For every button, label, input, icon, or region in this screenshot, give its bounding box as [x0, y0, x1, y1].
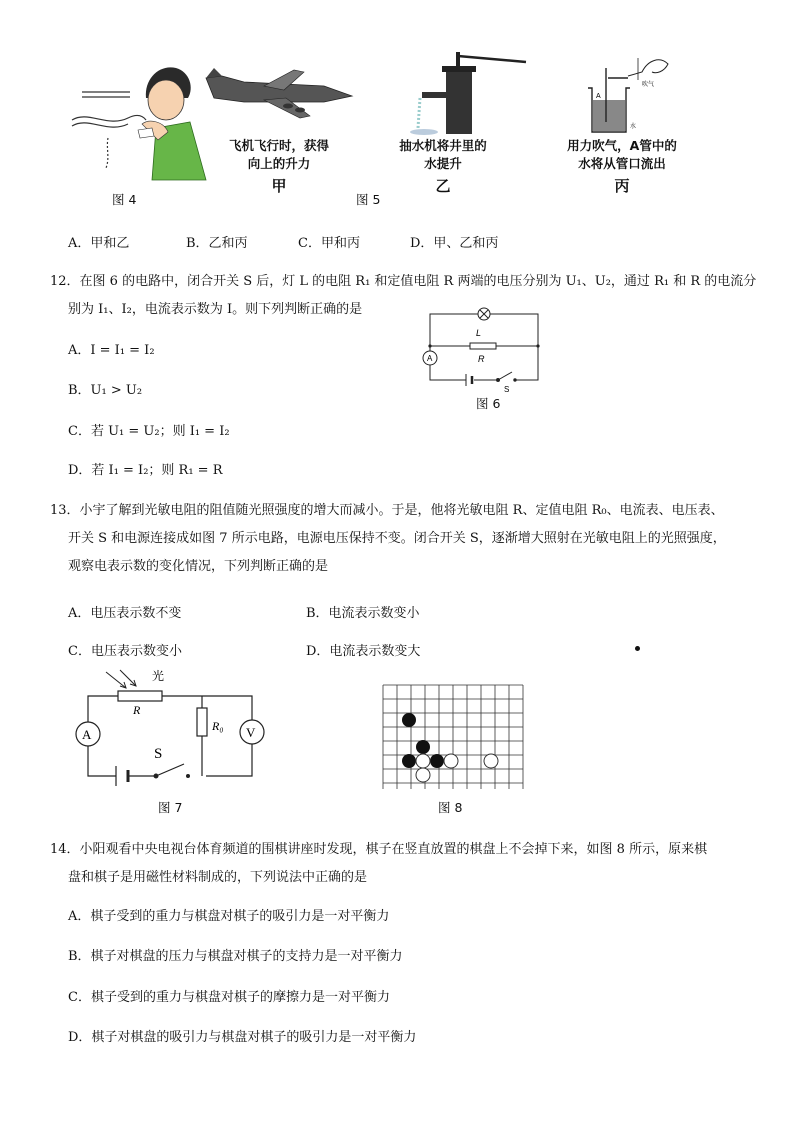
stray-dot [635, 646, 640, 651]
figure-7-label: 图 7 [158, 800, 183, 815]
q12-stem-line1: 12．在图 6 的电路中，闭合开关 S 后，灯 L 的电阻 R₁ 和定值电阻 R 两端的电压分别为 U₁、U₂，通过 R₁ 和 R 的电流分 [50, 274, 757, 289]
figure-8-label: 图 8 [438, 800, 463, 815]
ammeter-label: A [427, 354, 433, 363]
q13-option-c[interactable]: C．电压表示数变小 [68, 644, 182, 659]
yi-caption-line1: 抽水机将井里的 [399, 138, 487, 153]
q11-option-a[interactable]: A．甲和乙 [68, 236, 130, 251]
tube-a-label: A [596, 93, 601, 100]
bing-caption-line2: 水将从管口流出 [578, 156, 666, 171]
light-rays-icon [106, 670, 136, 688]
paper-strip-icon [72, 92, 146, 168]
q14-option-b[interactable]: B．棋子对棋盘的压力与棋盘对棋子的支持力是一对平衡力 [68, 949, 403, 964]
white-stone [444, 754, 458, 768]
figure-7-circuit [66, 666, 270, 796]
q13-option-b[interactable]: B．电流表示数变小 [306, 606, 420, 621]
figure-8-go-board [382, 684, 528, 790]
figure-6-circuit [420, 308, 544, 394]
q13-option-d[interactable]: D．电流表示数变大 [306, 644, 421, 659]
switch-icon [497, 372, 517, 382]
q14-stem-line2: 盘和棋子是用磁性材料制成的，下列说法中正确的是 [68, 870, 368, 885]
figure-4-label: 图 4 [112, 192, 137, 207]
black-stone [430, 754, 444, 768]
q11-option-d[interactable]: D．甲、乙和丙 [410, 236, 499, 251]
photoresistor-label: R [133, 703, 141, 717]
resistor-label: R [478, 354, 485, 364]
figure-5-label: 图 5 [356, 192, 381, 207]
q14-option-d[interactable]: D．棋子对棋盘的吸引力与棋盘对棋子的吸引力是一对平衡力 [68, 1030, 417, 1045]
black-stone [402, 754, 416, 768]
water-pump-icon [410, 52, 526, 135]
go-stones [402, 713, 498, 782]
q12-stem-line2: 别为 I₁、I₂，电流表示数为 I。则下列判断正确的是 [68, 302, 363, 317]
white-stone [416, 768, 430, 782]
photoresistor-icon [118, 691, 162, 701]
beaker-illustration [584, 50, 684, 136]
q13-stem-line3: 观察电表示数的变化情况，下列判断正确的是 [68, 559, 329, 574]
q12-option-d[interactable]: D．若 I₁ = I₂；则 R₁ = R [68, 463, 223, 478]
yi-tag: 乙 [435, 177, 451, 195]
lamp-icon [478, 308, 490, 320]
boy-icon [138, 67, 206, 180]
fixed-resistor-icon [197, 708, 207, 736]
bing-caption-line1: 用力吹气，A管中的 [567, 138, 677, 153]
white-stone [416, 754, 430, 768]
q13-stem-line1: 13．小宇了解到光敏电阻的阻值随光照强度的增大而减小。于是，他将光敏电阻 R、定值电阻 R₀、电流表、电压表、 [50, 503, 724, 518]
go-board-grid [383, 685, 523, 789]
black-stone [402, 713, 416, 727]
q11-option-b[interactable]: B．乙和丙 [186, 236, 248, 251]
water-pump-illustration [400, 48, 530, 138]
q13-stem-line2: 开关 S 和电源连接成如图 7 所示电路，电源电压保持不变。闭合开关 S，逐渐增大照射在光敏电阻上的光照强度， [68, 531, 726, 546]
figure-4-illustration [68, 58, 208, 180]
jia-caption-line1: 飞机飞行时，获得 [228, 138, 329, 153]
q12-option-a[interactable]: A．I = I₁ = I₂ [68, 343, 155, 358]
resistor-r-icon [470, 343, 496, 349]
q14-option-a[interactable]: A．棋子受到的重力与棋盘对棋子的吸引力是一对平衡力 [68, 909, 390, 924]
q14-option-c[interactable]: C．棋子受到的重力与棋盘对棋子的摩擦力是一对平衡力 [68, 990, 390, 1005]
jia-tag: 甲 [271, 177, 287, 195]
battery-icon [116, 766, 128, 786]
q11-option-c[interactable]: C．甲和丙 [298, 236, 360, 251]
jia-caption-line2: 向上的升力 [247, 156, 311, 171]
q14-stem-line1: 14．小阳观看中央电视台体育频道的围棋讲座时发现，棋子在竖直放置的棋盘上不会掉下来，如图 8 所示，原来棋 [50, 842, 708, 857]
airplane-illustration [204, 68, 356, 120]
q12-option-b[interactable]: B．U₁ > U₂ [68, 383, 143, 398]
white-stone [484, 754, 498, 768]
yi-caption-line2: 水提升 [424, 156, 462, 171]
blow-label: 吹气 [642, 82, 655, 88]
water-label: 水 [630, 124, 637, 130]
figure-6-label: 图 6 [476, 396, 501, 411]
airplane-icon [206, 68, 352, 118]
battery-icon [466, 374, 472, 386]
switch-label: S [504, 385, 510, 394]
voltmeter-label: V [246, 725, 256, 740]
bing-tag: 丙 [614, 177, 630, 195]
fixed-resistor-label: R₀ [212, 719, 224, 733]
light-label: 光 [152, 669, 165, 683]
ammeter-label: A [82, 727, 92, 742]
switch-label: S [154, 746, 163, 762]
switch-icon [154, 764, 190, 778]
q13-option-a[interactable]: A．电压表示数不变 [68, 606, 182, 621]
q12-option-c[interactable]: C．若 U₁ = U₂；则 I₁ = I₂ [68, 424, 230, 439]
lamp-label: L [476, 328, 482, 338]
black-stone [416, 740, 430, 754]
